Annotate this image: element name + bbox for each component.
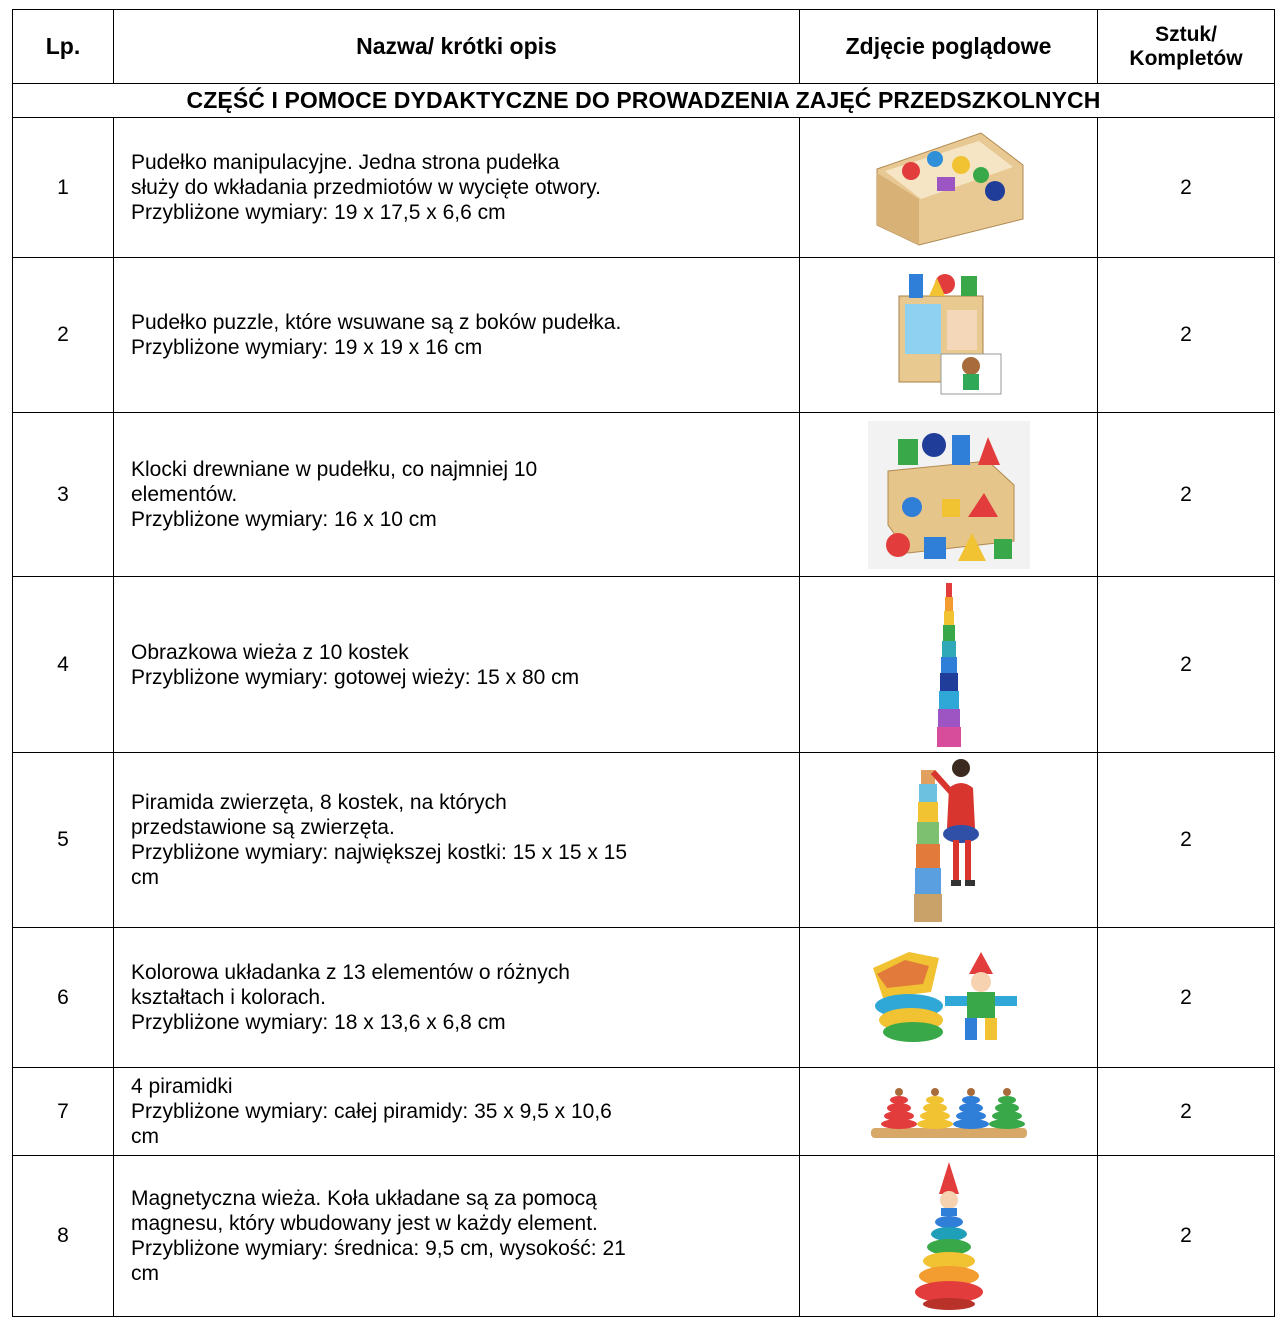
row-lp: 7 [13,1068,114,1156]
row-description [114,1156,800,1317]
description-line: Przybliżone wymiary: średnica: 9,5 cm, wysokość: 21 [131,1237,626,1260]
row-qty: 2 [1098,577,1275,753]
product-table [12,9,1275,1317]
description-line: Przybliżone wymiary: 18 x 13,6 x 6,8 cm [131,1011,506,1034]
description-line: cm [131,1262,159,1285]
description-line: cm [131,1125,159,1148]
description-line: Pudełko manipulacyjne. Jedna strona pudełka [131,151,560,174]
description-line: Przybliżone wymiary: całej piramidy: 35 x 9,5 x 10,6 [131,1100,612,1123]
row-description [114,928,800,1068]
header-photo: Zdjęcie poglądowe [800,10,1098,84]
puzzle-box-image [889,270,1009,400]
description-line: służy do wkładania przedmiotów w wycięte otwory. [131,176,601,199]
description-line: Przybliżone wymiary: 19 x 19 x 16 cm [131,336,483,359]
row-lp: 1 [13,118,114,258]
four-pyramids-image [869,1082,1029,1142]
table-row [13,413,1275,577]
description-line: cm [131,866,159,889]
description-line: Przybliżone wymiary: 19 x 17,5 x 6,6 cm [131,201,506,224]
row-description [114,753,800,928]
section-title: CZĘŚĆ I POMOCE DYDAKTYCZNE DO PROWADZENIA ZAJĘĆ PRZEDSZKOLNYCH [13,84,1275,118]
header-qty [1098,10,1275,84]
row-description [114,258,800,413]
row-qty: 2 [1098,753,1275,928]
magnetic-tower-image [911,1160,987,1312]
row-description [114,118,800,258]
section-title-row [13,84,1275,118]
description-line: elementów. [131,483,238,506]
description-line: Pudełko puzzle, które wsuwane są z boków pudełka. [131,311,622,334]
description-line: Magnetyczna wieża. Koła układane są za pomocą [131,1187,597,1210]
description-line: Kolorowa układanka z 13 elementów o różnych [131,961,570,984]
description-line: Piramida zwierzęta, 8 kostek, na których [131,791,507,814]
header-qty-line2: Kompletów [1129,46,1243,70]
row-qty: 2 [1098,413,1275,577]
row-lp: 3 [13,413,114,577]
description-line: 4 piramidki [131,1075,233,1098]
description-line: Obrazkowa wieża z 10 kostek [131,640,409,664]
table-row [13,928,1275,1068]
row-description [114,577,800,753]
picture-tower-image [934,583,964,747]
row-description [114,1068,800,1156]
colorful-puzzle-image [869,948,1029,1048]
animal-pyramid-image [909,758,989,922]
table-header-row [13,10,1275,84]
row-lp: 2 [13,258,114,413]
table-row [13,753,1275,928]
row-lp: 4 [13,577,114,753]
description-line: Klocki drewniane w pudełku, co najmniej 10 [131,458,538,481]
header-name: Nazwa/ krótki opis [114,10,800,84]
row-qty: 2 [1098,1156,1275,1317]
row-qty: 2 [1098,1068,1275,1156]
table-row [13,258,1275,413]
description-line: przedstawione są zwierzęta. [131,816,395,839]
row-lp: 8 [13,1156,114,1317]
wooden-blocks-box-image [868,421,1030,569]
description-line: Przybliżone wymiary: 16 x 10 cm [131,508,437,531]
wooden-manipulation-box-image [871,129,1027,247]
row-description [114,413,800,577]
header-lp: Lp. [13,10,114,84]
table-row [13,118,1275,258]
description-line: Przybliżone wymiary: największej kostki: 15 x 15 x 15 [131,841,628,864]
row-qty: 2 [1098,928,1275,1068]
table-row [13,577,1275,753]
row-qty: 2 [1098,258,1275,413]
header-qty-line1: Sztuk/ [1155,22,1217,46]
description-line: magnesu, który wbudowany jest w każdy element. [131,1212,598,1235]
table-row [13,1156,1275,1317]
row-lp: 5 [13,753,114,928]
description-line: kształtach i kolorach. [131,986,326,1009]
table-row [13,1068,1275,1156]
row-lp: 6 [13,928,114,1068]
description-line: Przybliżone wymiary: gotowej wieży: 15 x 80 cm [131,665,580,689]
row-qty: 2 [1098,118,1275,258]
